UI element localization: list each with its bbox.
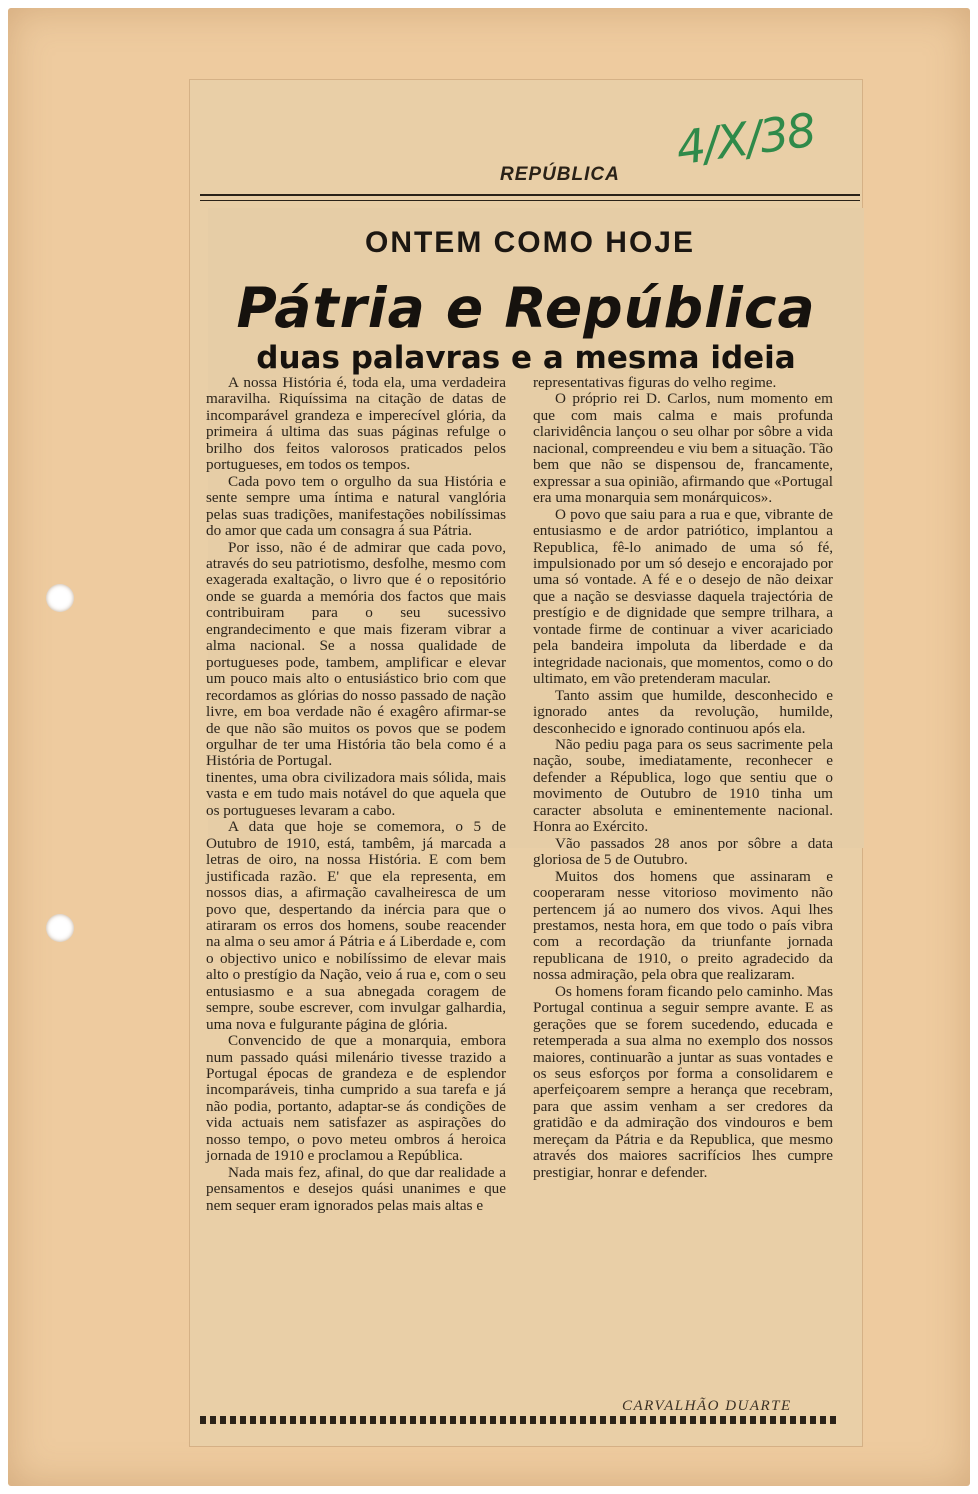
punch-hole-bottom	[46, 914, 74, 942]
paragraph: tinentes, uma obra civilizadora mais sólida, mais vasta e em tudo mais notável do que aquela que os portugueses levaram a cabo.	[206, 768, 506, 819]
paragraph: O povo que saiu para a rua e que, vibrante de entusiasmo e de ardor patriótico, implantou a Republica, fê-lo animado de uma só fé, impulsionado por um só desejo e encorajado por uma só vontade. A fé e o desejo de não deixar que a nação se desviasse daquela trajectória de prestígio e de dignidade que sempre trilhara, a vontade firme de continuar a viver acariciado pela bandeira impoluta da liberdade e da integridade nacionais, que momentos, como o do ultimato, em vão pretenderam macular.	[533, 505, 833, 688]
paragraph: Convencido de que a monarquia, embora num passado quási milenário tivesse trazido a Portugal épocas de grandeza e de esplendor incomparáveis, tinha cumprido a sua tarefa e já não podia, portanto, adaptar-se ás condições de vida actuais nem satisfazer as aspirações do nosso tempo, o povo meteu ombros á heroica jornada de 1910 e proclamou a República.	[206, 1032, 506, 1165]
bottom-rule	[200, 1416, 836, 1424]
masthead-rule-thin	[200, 200, 860, 201]
article-headline: Pátria e República	[236, 276, 816, 340]
paragraph: A data que hoje se comemora, o 5 de Outubro de 1910, está, tambêm, já marcada a letras de oiro, na nossa História. E com bem justificada razão. E' que ela representa, em nossos dias, a afirmação cavalheiresca de um povo que, despertando da inércia para que o atiraram os erros dos homens, soube reacender na alma o seu amor á Pátria e á Liberdade e, com o objectivo unico e nobilíssimo de elevar mais alto o prestígio da Nação, veio á rua e, com o seu entusiasmo e a sua abnegada coragem de sempre, soube escrever, com invulgar galhardia, uma nova e fulgurante página de glória.	[206, 818, 506, 1033]
paragraph: Vão passados 28 anos por sôbre a data gloriosa de 5 de Outubro.	[533, 834, 833, 869]
punch-hole-top	[46, 584, 74, 612]
paragraph: Muitos dos homens que assinaram e cooperaram nesse vitorioso movimento não pertencem já ao numero dos vivos. Aqui lhes prestamos, nesta hora, em que todo o país vibra com a recordação da triunfante jornada republicana de 1910, o preito agradecido da nossa admiração, pela obra que realizaram.	[533, 867, 833, 984]
masthead-rule	[200, 194, 860, 196]
paragraph: O próprio rei D. Carlos, num momento em que com mais calma e mais profunda clarividência lançou o seu olhar por sôbre a vida nacional, compreendeu e viu bem a situação. Tão bem que não se dispensou de, francamente, expressar a sua opinião, afirmando que «Portugal era uma monarquia sem monárquicos».	[533, 390, 833, 507]
article-column-right	[533, 375, 833, 1181]
article-kicker: ONTEM COMO HOJE	[364, 226, 695, 259]
article-subheadline: duas palavras e a mesma ideia	[256, 340, 796, 376]
paragraph: Por isso, não é de admirar que cada povo, através do seu patriotismo, desfolhe, mesmo com exagerada exaltação, o livro que é o repositório onde se guarda a memória dos factos que mais contribuiram para o seu sucessivo engrandecimento e que mais fizeram vibrar a alma nacional. Se a nossa qualidade de portugueses pode, tambem, amplificar e elevar um pouco mais alto o entusiástico brio com que recordamos as glórias do nosso passado de nação livre, em boa verdade não é exagêro afirmar-se de que não são muitos os povos que se podem orgulhar de ter uma História tão bela como é a História de Portugal.	[206, 538, 506, 770]
article-column-left	[206, 375, 506, 1214]
paragraph: Nada mais fez, afinal, do que dar realidade a pensamentos e desejos quási unanimes e que nem sequer eram ignorados pelas mais altas e	[206, 1163, 506, 1214]
paragraph: Cada povo tem o orgulho da sua História e sente sempre uma íntima e natural vanglória pelas suas tradições, manifestações nobilíssimas do amor que cada um consagra á sua Pátria.	[206, 472, 506, 540]
author-byline: CARVALHÃO DUARTE	[622, 1398, 792, 1414]
paragraph: A nossa História é, toda ela, uma verdadeira maravilha. Riquíssima na citação de datas de incomparável grandeza e imperecível glória, da primeira á ultima das suas páginas refulge o brilho dos feitos valorosos praticados pelos portugueses, em todos os tempos.	[206, 374, 506, 474]
paragraph: representativas figuras do velho regime.	[533, 374, 777, 391]
paragraph: Os homens foram ficando pelo caminho. Mas Portugal continua a seguir sempre avante. E as gerações que se forem sucedendo, educada e retemperada a sua alma no exemplo dos nossos maiores, continuarão a juntar as suas vontades e os seus esforços por forma a consolidarem e aperfeiçoarem sempre a herança que recebram, para que assim venham a ser credores da gratidão e da admiração dos vindouros e bem mereçam da Pátria e da Republica, que mesmo através dos maiores sacrifícios lhes cumpre prestigiar, honrar e defender.	[533, 982, 833, 1181]
paragraph: Tanto assim que humilde, desconhecido e ignorado antes da revolução, humilde, desconhecido e ignorado continuou após ela.	[533, 686, 833, 737]
handwritten-date-note: 4/X/38	[672, 102, 818, 176]
newspaper-masthead: REPÚBLICA	[500, 164, 620, 185]
paragraph: Não pediu paga para os seus sacrimente pela nação, soube, imediatamente, reconhecer e defender a Républica, logo que sentiu que o movimento de Outubro de 1910 tinha um caracter absoluta e eminentemente nacional. Honra ao Exército.	[533, 735, 833, 836]
